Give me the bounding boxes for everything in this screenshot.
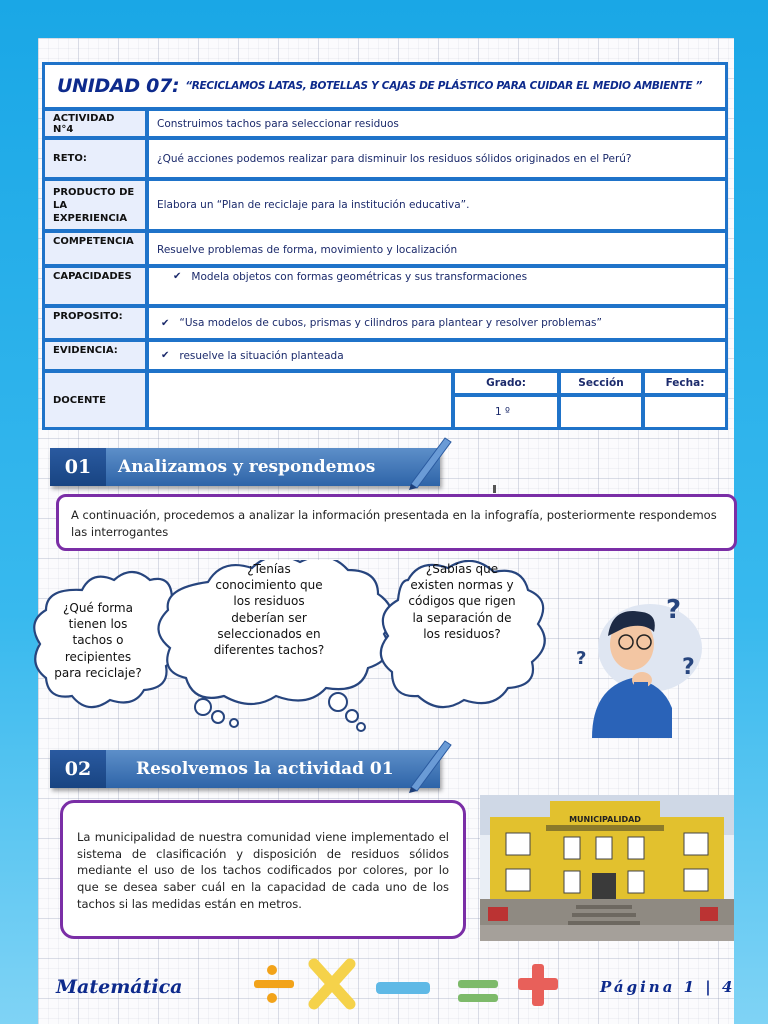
- grado-label: Grado:: [452, 370, 560, 396]
- tick-mark: [493, 485, 496, 493]
- section-01-banner: [50, 448, 440, 486]
- seccion-field[interactable]: [558, 394, 644, 430]
- row-label-competencia: COMPETENCIA: [42, 230, 148, 267]
- row-value-evidencia: [146, 339, 728, 372]
- equals-icon: [458, 980, 498, 1002]
- intro-text: A continuación, procedemos a analizar la información presentada en la infografía, posteriormente respondemos las interrogantes: [71, 508, 717, 539]
- intro-box: [56, 494, 737, 551]
- municipality-building-image: [480, 795, 734, 941]
- activity-text-box: [60, 800, 466, 939]
- building-sign: MUNICIPALIDAD: [569, 815, 641, 824]
- row-label-evidencia: EVIDENCIA:: [42, 339, 148, 372]
- question-3: ¿Sabías que existen normas y códigos que rigen la separación de los residuos?: [408, 562, 516, 641]
- check-icon: ✔: [161, 317, 170, 329]
- evidencia-text: resuelve la situación planteada: [179, 349, 344, 362]
- section-title: Resolvemos la actividad 01: [136, 759, 394, 779]
- row-label-actividad: ACTIVIDAD N°4: [42, 108, 148, 139]
- math-operations-illustration: [250, 956, 570, 1010]
- row-value-competencia: Resuelve problemas de forma, movimiento y localización: [146, 230, 728, 267]
- question-2: ¿Tenías conocimiento que los residuos deberían ser seleccionados en diferentes tachos?: [213, 562, 325, 657]
- row-value-reto: ¿Qué acciones podemos realizar para disminuir los residuos sólidos originados en el Perú?: [146, 137, 728, 180]
- capacidades-text: Modela objetos con formas geométricas y sus transformaciones: [191, 271, 528, 283]
- row-label-reto: RETO:: [42, 137, 148, 180]
- svg-text:?: ?: [666, 595, 682, 625]
- minus-icon: [376, 982, 430, 994]
- row-value-actividad: Construimos tachos para seleccionar residuos: [146, 108, 728, 139]
- row-label-docente: DOCENTE: [42, 370, 148, 430]
- section-number: 01: [50, 448, 106, 486]
- svg-text:?: ?: [576, 648, 587, 669]
- section-title: Analizamos y respondemos: [118, 457, 376, 477]
- docente-name-field[interactable]: [146, 370, 454, 430]
- proposito-text: “Usa modelos de cubos, prismas y cilindros para plantear y resolver problemas”: [179, 317, 602, 329]
- row-label-capacidades: CAPACIDADES: [42, 265, 148, 307]
- row-label-proposito: PROPOSITO:: [42, 305, 148, 341]
- section-number: 02: [50, 750, 106, 788]
- svg-text:?: ?: [682, 655, 695, 680]
- unit-number: UNIDAD 07:: [57, 75, 180, 97]
- pen-icon: [405, 432, 455, 492]
- fecha-field[interactable]: [642, 394, 728, 430]
- division-icon: [254, 965, 294, 1003]
- row-value-proposito: [146, 305, 728, 341]
- fecha-label: Fecha:: [642, 370, 728, 396]
- plus-icon: [518, 964, 558, 1006]
- multiply-icon: [314, 964, 350, 1004]
- check-icon: ✔: [173, 271, 182, 282]
- pen-icon: [405, 735, 455, 795]
- section-02-banner: [50, 750, 440, 788]
- row-value-producto: Elabora un “Plan de reciclaje para la institución educativa”.: [146, 178, 728, 232]
- seccion-label: Sección: [558, 370, 644, 396]
- subject-label: Matemática: [56, 976, 183, 998]
- row-label-producto: PRODUCTO DE LA EXPERIENCIA: [42, 178, 148, 232]
- unit-name: “RECICLAMOS LATAS, BOTELLAS Y CAJAS DE PLÁSTICO PARA CUIDAR EL MEDIO AMBIENTE ”: [185, 80, 703, 92]
- question-1: ¿Qué forma tienen los tachos o recipientes para reciclaje?: [54, 601, 142, 680]
- unit-title: [42, 62, 728, 110]
- activity-text: La municipalidad de nuestra comunidad viene implementado el sistema de clasificación y disposición de residuos sólidos mediante el uso de los tachos codificados por colores, por lo que se desea saber cuál en la capacidad de cada uno de los tachos si las medidas están en metros.: [77, 830, 449, 911]
- thinking-person-illustration: [570, 588, 710, 738]
- page-number: Página 1 | 4: [600, 978, 736, 996]
- check-icon: ✔: [161, 350, 170, 361]
- row-value-capacidades: [146, 265, 728, 307]
- grado-value: 1 º: [452, 394, 560, 430]
